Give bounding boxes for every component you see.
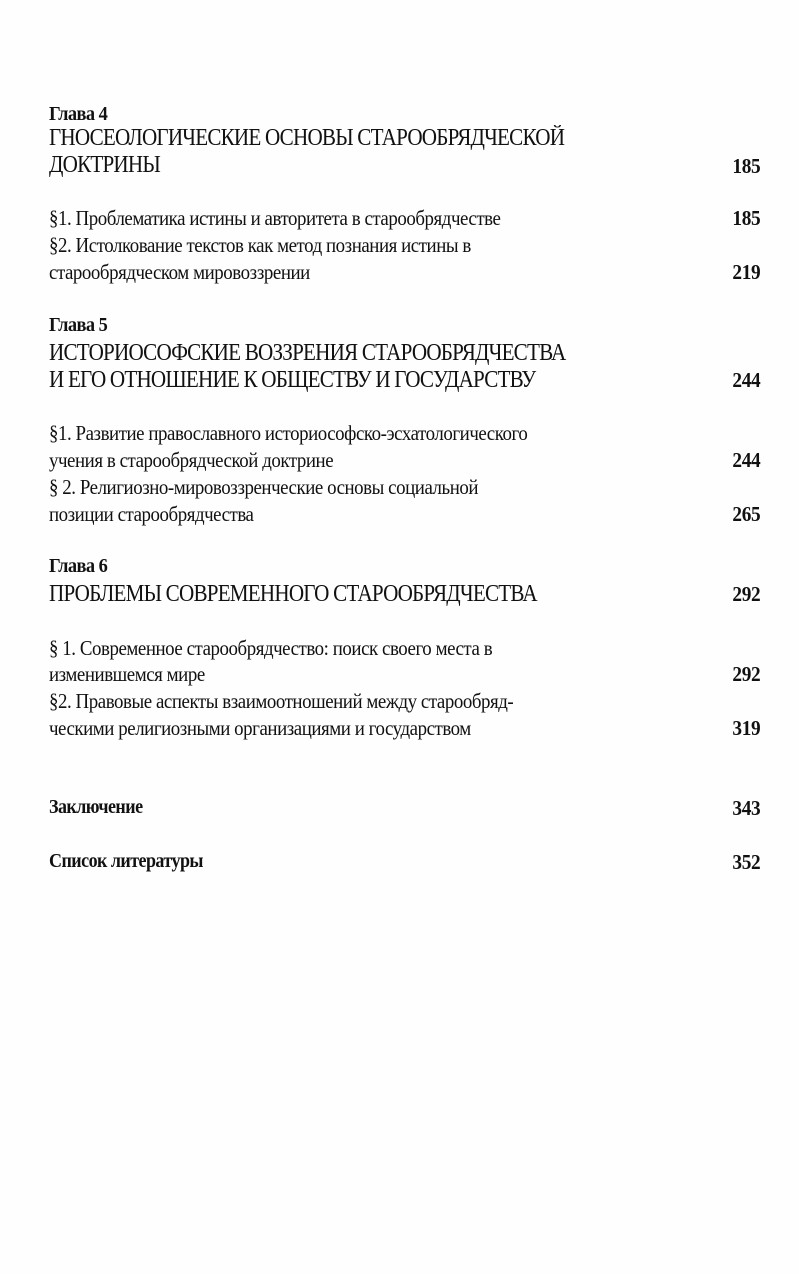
section-page-number: 265 [732, 502, 760, 526]
backmatter-page-number: 343 [732, 796, 760, 820]
chapter-title-line: ИСТОРИОСОФСКИЕ ВОЗЗРЕНИЯ СТАРООБРЯДЧЕСТВА [49, 340, 566, 366]
chapter-title-line: ГНОСЕОЛОГИЧЕСКИЕ ОСНОВЫ СТАРООБРЯДЧЕСКОЙ [49, 125, 565, 151]
chapter-title-line: ПРОБЛЕМЫ СОВРЕМЕННОГО СТАРООБРЯДЧЕСТВА [49, 581, 537, 607]
section-page-number: 319 [732, 716, 760, 740]
section-title-line: §1. Проблематика истины и авторитета в старообрядчестве [49, 206, 501, 230]
section-page-number: 292 [732, 662, 760, 686]
chapter-page-number: 244 [732, 368, 760, 392]
section-title-line: ческими религиозными организациями и государством [49, 716, 471, 740]
section-title-line: §1. Развитие православного историософско-эсхатологического [49, 421, 528, 445]
section-title-line: учения в старообрядческой доктрине [49, 448, 334, 472]
section-title-line: § 2. Религиозно-мировоззренческие основы социальной [49, 475, 479, 499]
chapter-title-line: И ЕГО ОТНОШЕНИЕ К ОБЩЕСТВУ И ГОСУДАРСТВУ [49, 367, 536, 393]
backmatter-title: Список литературы [49, 850, 203, 872]
chapter-label: Глава 5 [49, 314, 108, 336]
chapter-page-number: 185 [732, 154, 760, 178]
section-title-line: §2. Истолкование текстов как метод познания истины в [49, 233, 471, 257]
chapter-page-number: 292 [732, 582, 760, 606]
section-title-line: §2. Правовые аспекты взаимоотношений между старообряд- [49, 689, 514, 713]
section-title-line: изменившемся мире [49, 662, 205, 686]
chapter-label: Глава 4 [49, 103, 108, 125]
section-title-line: старообрядческом мировоззрении [49, 260, 310, 284]
section-page-number: 244 [732, 448, 760, 472]
chapter-title-line: ДОКТРИНЫ [49, 152, 160, 178]
section-title-line: позиции старообрядчества [49, 502, 254, 526]
backmatter-page-number: 352 [732, 850, 760, 874]
section-page-number: 219 [732, 260, 760, 284]
chapter-label: Глава 6 [49, 555, 108, 577]
section-title-line: § 1. Современное старообрядчество: поиск своего места в [49, 636, 493, 660]
section-page-number: 185 [732, 206, 760, 230]
backmatter-title: Заключение [49, 796, 143, 818]
